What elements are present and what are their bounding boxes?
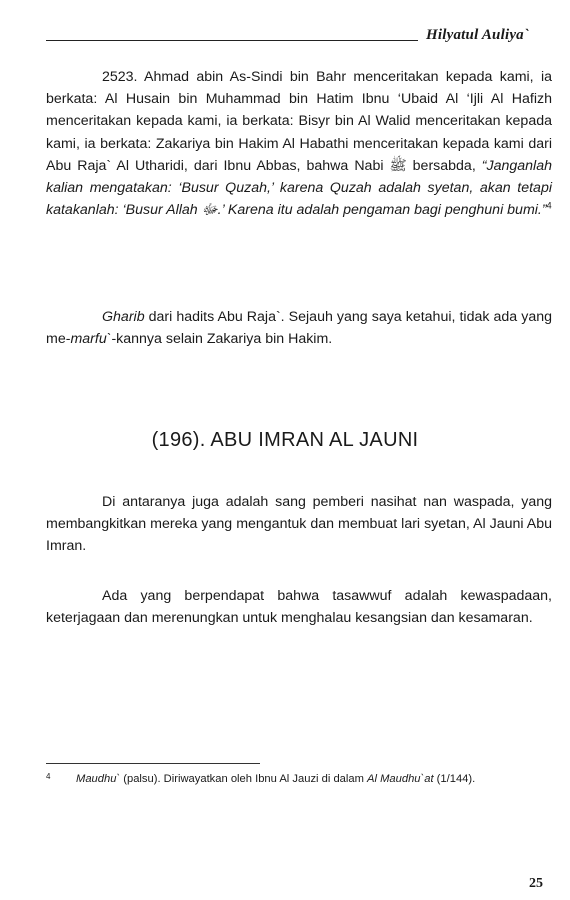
footnote-maudhu-term: Maudhu` [76, 773, 121, 785]
footnote-text-a: (palsu). Diriwayatkan oleh Ibnu Al Jauzi di dalam [120, 773, 368, 785]
footnote-reference[interactable]: 4 [546, 200, 552, 211]
footnote-body [46, 770, 552, 788]
comment-text-b: -kannya selain Zakariya bin Hakim. [111, 331, 333, 348]
tasawwuf-paragraph: Ada yang berpendapat bahwa tasawwuf adalah kewaspadaan, keterjagaan dan merenungkan untuk menghalau kesangsian dan kesamaran. [46, 588, 552, 627]
section-heading: (196). ABU IMRAN AL JAUNI [151, 429, 419, 451]
hadith-paragraph [46, 66, 552, 221]
intro-paragraph: Di antaranya juga adalah sang pemberi nasihat nan waspada, yang membangkitkan mereka yang mengantuk dan membuat lari syetan, Al Jauni Abu Imran. [46, 494, 552, 555]
hadith-narration: 2523. Ahmad abin As-Sindi bin Bahr menceritakan kepada kami, ia berkata: Al Husain bin Muhammad bin Hatim Ibnu ‘Ubaid Al ‘Ijli Al Hafizh menceritakan kepada kami, ia berkata: Bisyr bin Al Walid menceritakan kepada kami, ia berkata: Zakariya bin Hakim Al Habathi menceritakan kepada kami dari Abu Raja` Al Utharidi, dari Ibnu Abbas, bahwa Nabi ﷺ bersabda, [46, 69, 552, 174]
hadith-quote: “Janganlah kalian mengatakan: ‘Busur Quzah,’ karena Quzah adalah syetan, akan tetapi katakanlah: ‘Busur Allah ﷻ.’ Karena itu adalah pengaman bagi penghuni bumi.” [46, 157, 552, 219]
running-head-title: Hilyatul Auliya` [426, 27, 530, 43]
comment-text-a: dari hadits Abu Raja`. Sejauh yang saya ketahui, tidak ada yang me- [46, 309, 552, 348]
footnote-text-b: (1/144). [433, 773, 476, 785]
header-rule [46, 40, 418, 41]
gharib-term: Gharib [102, 309, 145, 325]
footnote-book-title: Al Maudhu`at [367, 773, 434, 785]
marfu-term: marfu` [70, 331, 112, 348]
footnote-rule [46, 763, 260, 764]
page-number: 25 [529, 876, 543, 891]
hadith-comment-paragraph [46, 306, 552, 350]
footnote [46, 770, 552, 788]
footnote-marker: 4 [46, 772, 51, 781]
